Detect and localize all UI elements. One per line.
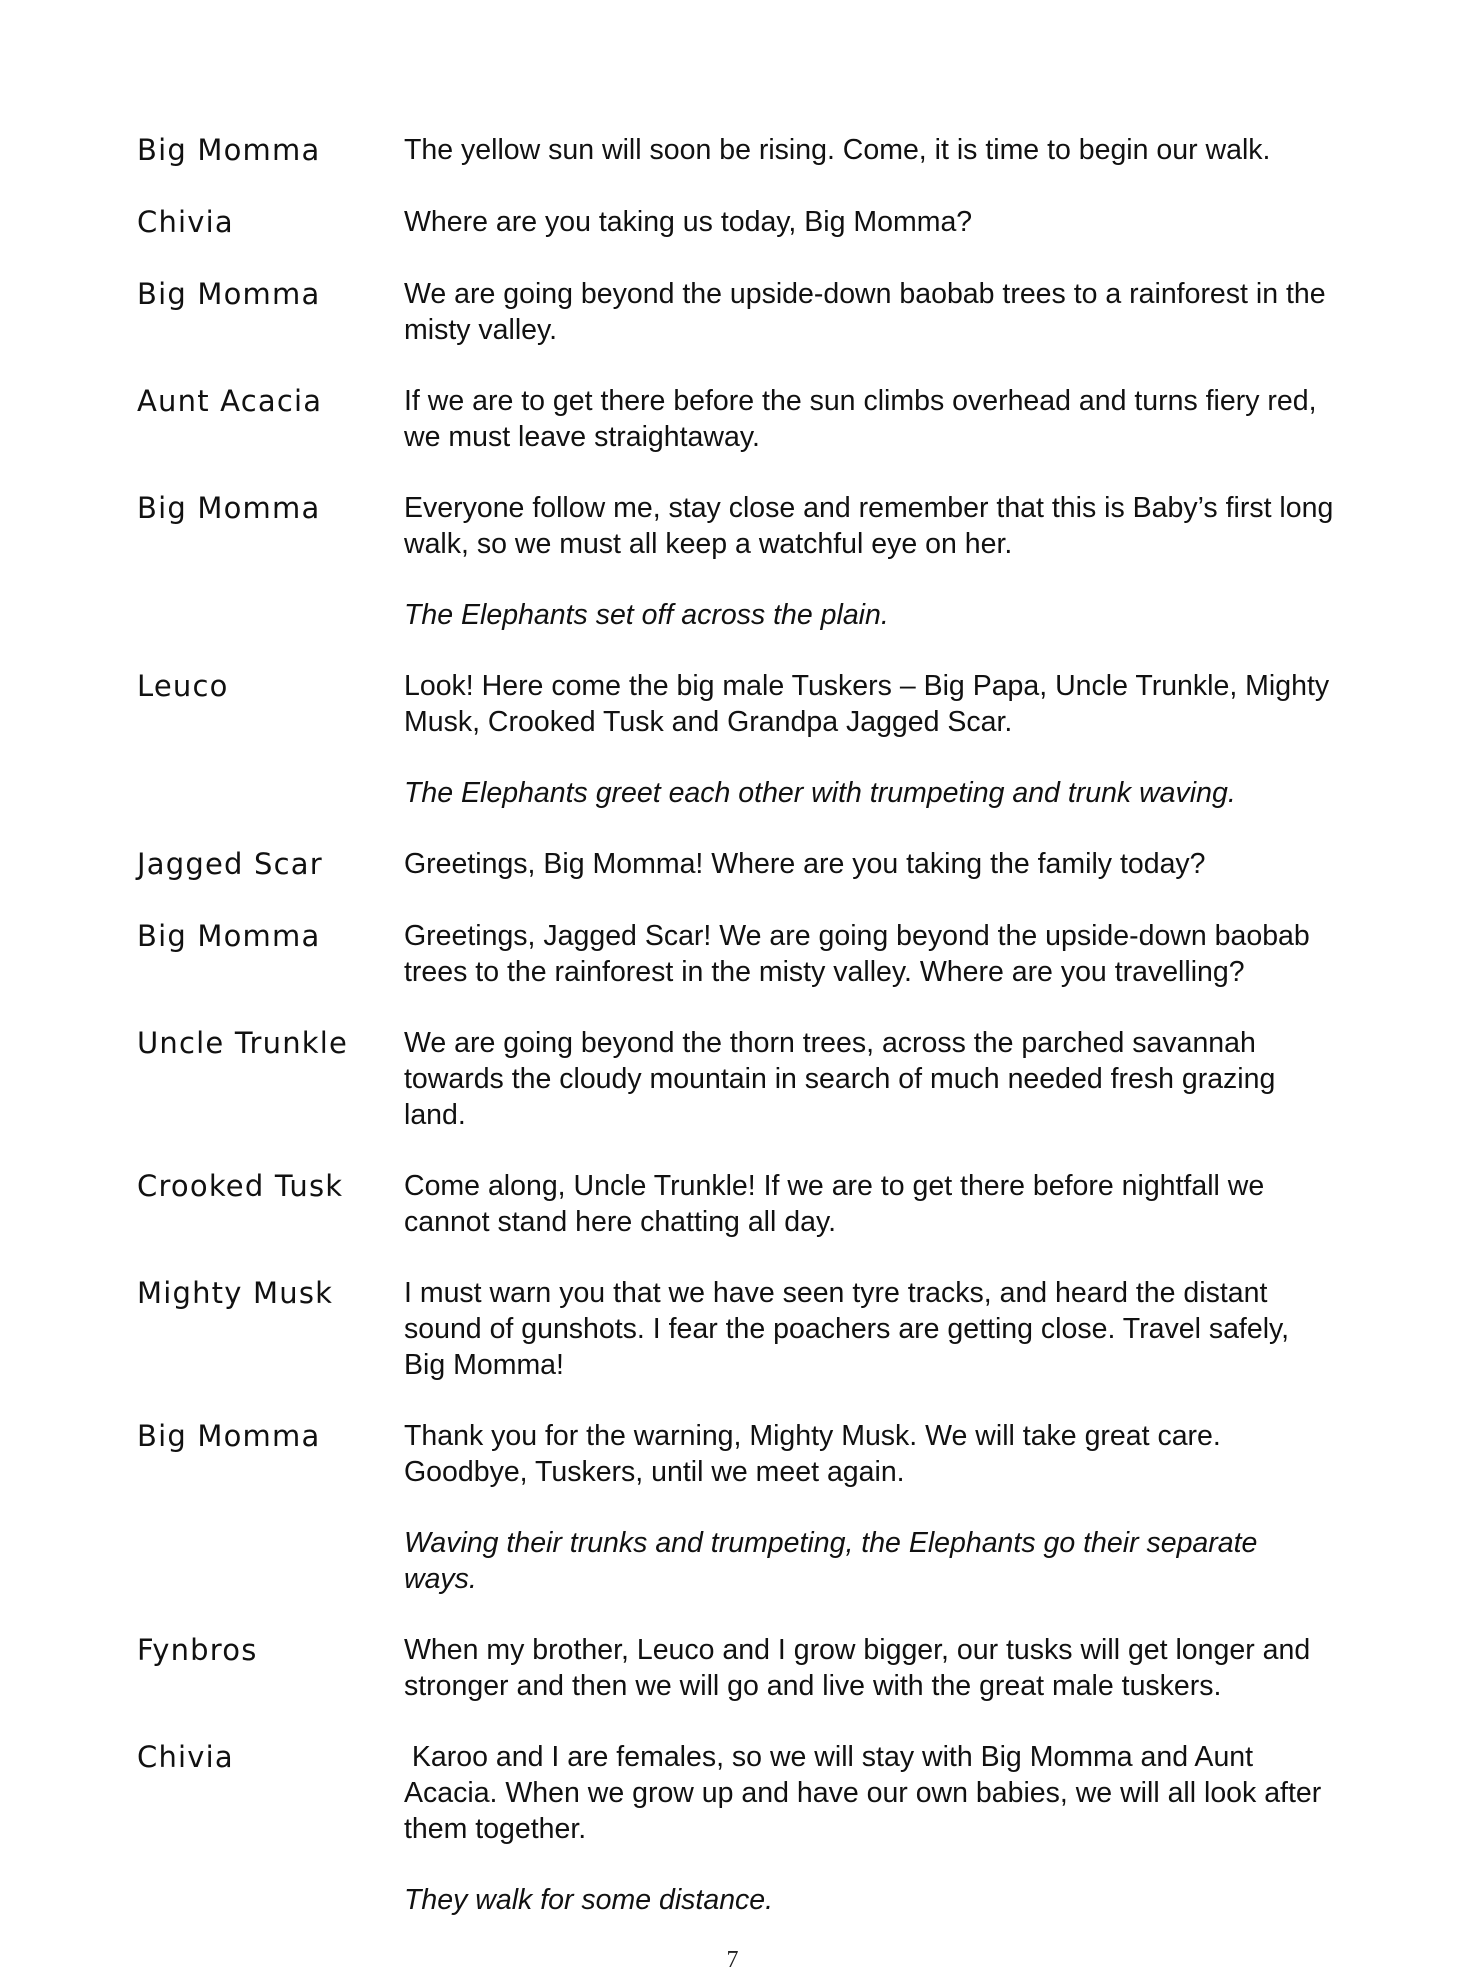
dialogue-line: Everyone follow me, stay close and remember that this is Baby’s first long walk, so we must all keep a watchful eye on her. — [404, 492, 1334, 560]
script-body — [137, 132, 1337, 1953]
dialogue-row — [137, 276, 1337, 348]
speaker-name: Big Momma — [137, 277, 321, 311]
speaker-name: Chivia — [137, 1740, 234, 1774]
dialogue-line: Karoo and I are females, so we will stay with Big Momma and Aunt Acacia. When we grow up and have our own babies, we will all look after them together. — [404, 1741, 1330, 1845]
dialogue-line: We are going beyond the thorn trees, across the parched savannah towards the cloudy mountain in search of much needed fresh grazing land. — [404, 1027, 1276, 1131]
stage-direction-row — [137, 1882, 1337, 1918]
dialogue-row — [137, 383, 1337, 455]
stage-direction: The Elephants greet each other with trumpeting and trunk waving. — [404, 777, 1236, 809]
dialogue-line: Greetings, Big Momma! Where are you taking the family today? — [404, 848, 1206, 880]
speaker-name: Uncle Trunkle — [137, 1026, 349, 1060]
speaker-name: Chivia — [137, 205, 234, 239]
stage-direction: They walk for some distance. — [404, 1884, 774, 1916]
dialogue-row — [137, 1418, 1337, 1490]
speaker-name: Leuco — [137, 669, 229, 703]
dialogue-row — [137, 132, 1337, 169]
stage-direction-row — [137, 775, 1337, 811]
page-number: 7 — [726, 1947, 739, 1973]
dialogue-row — [137, 490, 1337, 562]
stage-direction-row — [137, 597, 1337, 633]
dialogue-row — [137, 1275, 1337, 1383]
speaker-name: Big Momma — [137, 1419, 321, 1453]
speaker-name: Mighty Musk — [137, 1276, 334, 1310]
dialogue-line: Thank you for the warning, Mighty Musk. We will take great care. Goodbye, Tuskers, until we meet again. — [404, 1420, 1221, 1488]
dialogue-line: I must warn you that we have seen tyre tracks, and heard the distant sound of gunshots. I fear the poachers are getting close. Travel safely, Big Momma! — [404, 1277, 1290, 1381]
dialogue-row — [137, 1025, 1337, 1133]
dialogue-line: Greetings, Jagged Scar! We are going beyond the upside-down baobab trees to the rainforest in the misty valley. Where are you travelling? — [404, 920, 1310, 988]
dialogue-line: If we are to get there before the sun climbs overhead and turns fiery red, we must leave straightaway. — [404, 385, 1317, 453]
dialogue-row — [137, 204, 1337, 241]
dialogue-row — [137, 668, 1337, 740]
dialogue-line: Come along, Uncle Trunkle! If we are to get there before nightfall we cannot stand here chatting all day. — [404, 1170, 1265, 1238]
dialogue-row — [137, 1632, 1337, 1704]
dialogue-row — [137, 1168, 1337, 1240]
speaker-name: Fynbros — [137, 1633, 258, 1667]
speaker-name: Crooked Tusk — [137, 1169, 344, 1203]
speaker-name: Big Momma — [137, 491, 321, 525]
dialogue-line: When my brother, Leuco and I grow bigger, our tusks will get longer and stronger and then we will go and live with the great male tuskers. — [404, 1634, 1311, 1702]
speaker-name: Big Momma — [137, 919, 321, 953]
dialogue-line: Where are you taking us today, Big Momma? — [404, 206, 973, 238]
stage-direction-row — [137, 1525, 1337, 1597]
dialogue-line: The yellow sun will soon be rising. Come, it is time to begin our walk. — [404, 134, 1271, 166]
dialogue-line: We are going beyond the upside-down baobab trees to a rainforest in the misty valley. — [404, 278, 1326, 346]
speaker-name: Big Momma — [137, 133, 321, 167]
dialogue-row — [137, 1739, 1337, 1847]
dialogue-row — [137, 918, 1337, 990]
stage-direction: The Elephants set off across the plain. — [404, 599, 889, 631]
speaker-name: Jagged Scar — [137, 847, 323, 881]
dialogue-line: Look! Here come the big male Tuskers – Big Papa, Uncle Trunkle, Mighty Musk, Crooked Tusk and Grandpa Jagged Scar. — [404, 670, 1330, 738]
dialogue-row — [137, 846, 1337, 883]
speaker-name: Aunt Acacia — [137, 384, 323, 418]
stage-direction: Waving their trunks and trumpeting, the Elephants go their separate ways. — [404, 1527, 1258, 1595]
